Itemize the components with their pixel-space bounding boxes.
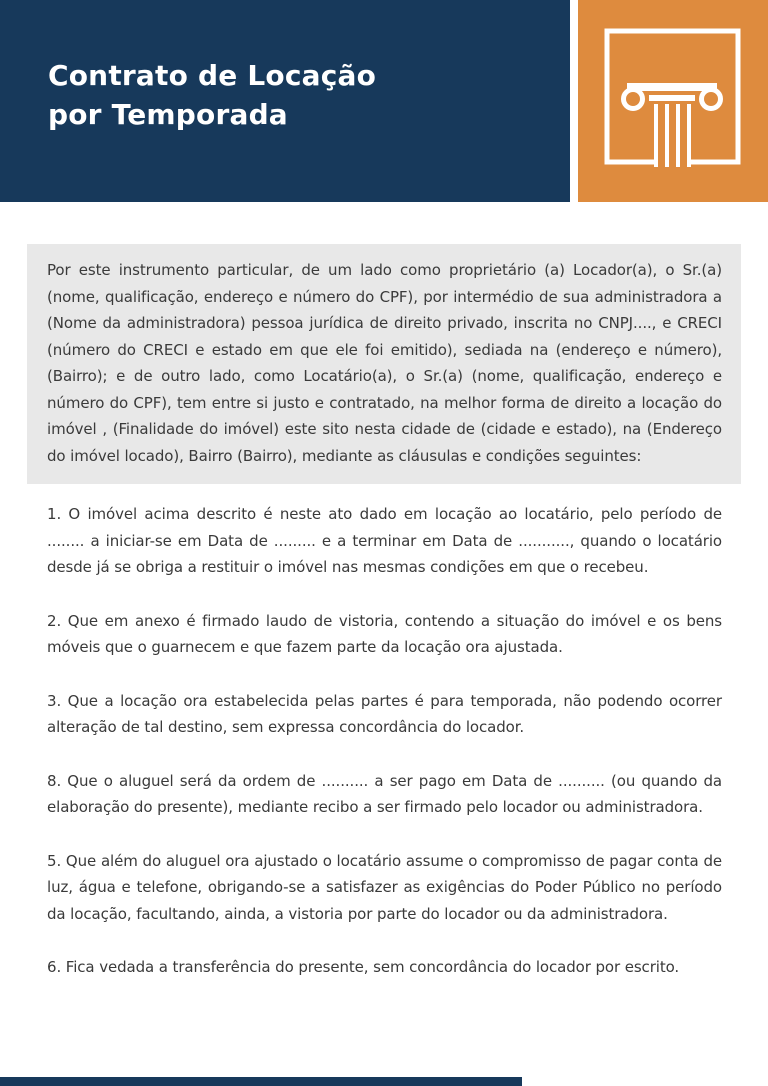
footer-accent-bar — [0, 1077, 522, 1086]
contract-body — [47, 244, 722, 1008]
clause-1: 1. O imóvel acima descrito é neste ato dado em locação ao locatário, pelo período de ........ a iniciar-se em Data de ......... e a terminar em Data de ..........., quando o locatário desde já se obriga a restituir o imóvel nas mesmas condições em que o recebeu. — [47, 505, 722, 576]
clause-6: 6. Fica vedada a transferência do presente, sem concordância do locador por escrito. — [47, 958, 680, 976]
clause-2: 2. Que em anexo é firmado laudo de vistoria, contendo a situação do imóvel e os bens móveis que o guarnecem e que fazem parte da locação ora ajustada. — [47, 611, 722, 656]
intro-paragraph: Por este instrumento particular, de um lado como proprietário (a) Locador(a), o Sr.(a) (nome, qualificação, endereço e número do CPF), por intermédio de sua administradora a (Nome da administradora) pessoa jurídica de direito privado, inscrita no CNPJ...., e CRECI (número do CRECI e estado em que ele foi emitido), sediada na (endereço e número), (Bairro); e de outro lado, como Locatário(a), o Sr.(a) (nome, qualificação, endereço e número do CPF), tem entre si justo e contratado, na melhor forma de direito a locação do imóvel , (Finalidade do imóvel) este sito nesta cidade de (cidade e estado), na (Endereço do imóvel locado), Bairro (Bairro), mediante as cláusulas e condições seguintes: — [27, 244, 741, 484]
clause-3: 3. Que a locação ora estabelecida pelas partes é para temporada, não podendo ocorrer alteração de tal destino, sem expressa concordância do locador. — [47, 691, 722, 736]
page-title-line2: por Temporada — [48, 98, 288, 131]
logo-panel — [578, 0, 768, 202]
roman-column-icon — [604, 28, 742, 174]
clause-8: 8. Que o aluguel será da ordem de .......... a ser pago em Data de .......... (ou quando da elaboração do presente), mediante recibo a ser firmado pelo locador ou administradora. — [47, 771, 722, 816]
page-title — [48, 56, 376, 134]
header-banner — [0, 0, 570, 202]
clause-5: 5. Que além do aluguel ora ajustado o locatário assume o compromisso de pagar conta de luz, água e telefone, obrigando-se a satisfazer as exigências do Poder Público no período da locação, facultando, ainda, a vistoria por parte do locador ou da administradora. — [47, 851, 722, 923]
page-title-line1: Contrato de Locação — [48, 59, 377, 92]
